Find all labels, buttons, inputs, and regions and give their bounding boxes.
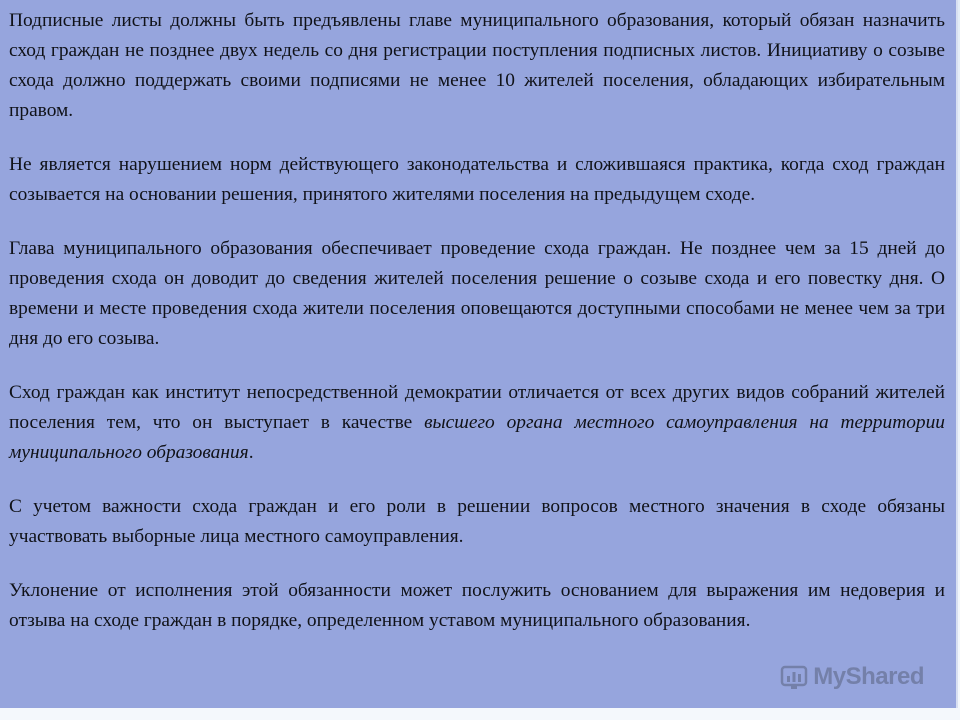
- paragraph-evasion: Уклонение от исполнения этой обязанности может послужить основанием для выражения им недоверия и отзыва на сходе граждан в порядке, определенном уставом муниципального образования.: [9, 580, 945, 631]
- watermark: [779, 662, 924, 692]
- watermark-text: MyShared: [813, 663, 924, 690]
- paragraph-head-duties: Глава муниципального образования обеспечивает проведение схода граждан. Не позднее чем за 15 дней до проведения схода он доводит до сведения жителей поселения решение о созыве схода и его повестку дня. О времени и месте проведения схода жители поселения оповещаются доступными способами не менее чем за три дня до его созыва.: [9, 238, 945, 349]
- paragraph-direct-democracy: [9, 378, 945, 468]
- highest-body-emphasis: высшего органа местного самоуправления на территории муниципального образования: [9, 412, 945, 463]
- myshared-logo-icon: [779, 662, 809, 692]
- paragraph-direct-democracy-end: .: [248, 442, 254, 463]
- paragraph-practice: Не является нарушением норм действующего законодательства и сложившаяся практика, когда сход граждан созывается на основании решения, принятого жителями поселения на предыдущем сходе.: [9, 154, 945, 205]
- paragraph-direct-democracy-text: Сход граждан как институт непосредственной демократии отличается от всех других видов собраний жителей поселения тем, что он выступает в качестве: [9, 382, 945, 433]
- paragraph-officials-participation: С учетом важности схода граждан и его роли в решении вопросов местного значения в сходе обязаны участвовать выборные лица местного самоуправления.: [9, 496, 945, 547]
- paragraph-signature-sheets: Подписные листы должны быть предъявлены главе муниципального образования, который обязан назначить сход граждан не позднее двух недель со дня регистрации поступления подписных листов. Инициативу о созыве схода должно поддержать своими подписями не менее 10 жителей поселения, обладающих избирательным правом.: [9, 10, 945, 121]
